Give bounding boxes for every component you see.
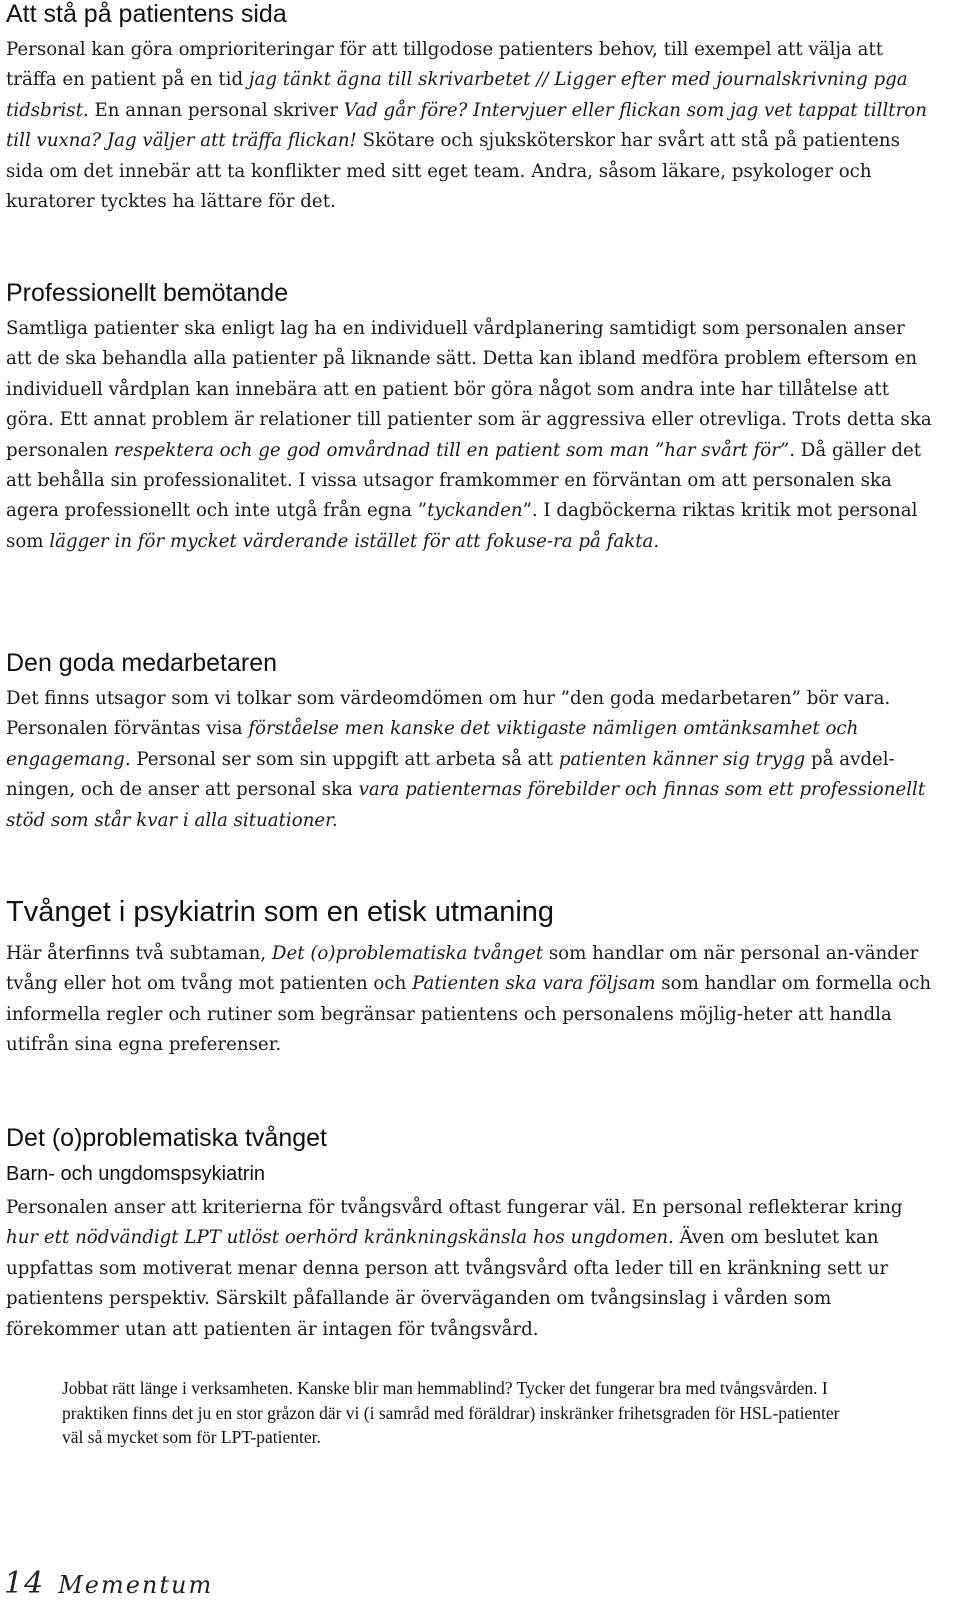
paragraph-professionellt [6, 314, 936, 557]
quote-run: patienten känner sig trygg [558, 748, 806, 770]
quote-run: respektera och ge god omvårdnad till en patient som man ”har svårt för” [114, 439, 790, 461]
text-run: ”. I dagböckerna riktas kritik mot personal som [6, 500, 918, 552]
section-heading-professionellt: Professionellt bemötande [6, 279, 289, 307]
text-run: Skötare och sjuksköterskor har svårt att stå på patientens sida om det innebär att ta konflikter med sitt eget team. Andra, såsom läkare, psykologer och kuratorer tycktes ha lättare för det. [6, 130, 900, 213]
text-run: . Personal ser som sin uppgift att arbeta så att [124, 748, 559, 770]
text-run: Här återfinns två subtaman, [6, 943, 272, 964]
text-run: på avdel-ningen, och de anser att personal ska [6, 748, 895, 801]
text-run: . En annan personal skriver [82, 99, 344, 121]
page-number: 14 [4, 1566, 45, 1601]
quote-run: Det (o)problematiska tvånget [271, 943, 544, 964]
quote-run: Vad går före? Intervjuer eller flickan som jag vet tappat tilltron till vuxna? Jag väljer att träffa flickan! [6, 99, 927, 152]
paragraph-patientens-sida [6, 35, 936, 217]
section-heading-patientens-sida: Att stå på patientens sida [6, 0, 287, 28]
quote-run: förståelse men kanske det viktigaste nämligen omtänksamhet och engagemang [6, 718, 859, 770]
publication-name: Mementum [58, 1571, 214, 1599]
quote-run: jag tänkt ägna till skrivarbetet // Ligger efter med journalskrivning pga tidsbrist [6, 69, 908, 121]
diary-quote: Jobbat rätt länge i verksamheten. Kanske blir man hemmablind? Tycker det fungerar bra med tvångsvården. I praktiken finns det ju en stor gråzon där vi (i samråd med föräldrar) inskränker frihetsgraden för HSL-patienter väl så mycket som för LPT-patienter. [62, 1378, 840, 1447]
text-run: Personalen anser att kriterierna för tvångsvård oftast fungerar väl. En personal reflekterar kring [6, 1197, 903, 1218]
quote-run: Patienten ska vara följsam [412, 973, 656, 995]
text-run: som handlar om formella och informella regler och rutiner som begränsar patientens och personalens möjlig-heter att handla utifrån sina egna preferenser. [6, 973, 932, 1056]
page-footer [4, 1566, 213, 1601]
text-run: Även om beslutet kan uppfattas som motiverat menar denna person att tvångsvård ofta leder till en kränkning sett ur patientens perspektiv. Särskilt påfallande är överväganden om tvångsinslag i vården som förekommer utan att patienten är intagen för tvångsvård. [6, 1227, 889, 1340]
quote-run: hur ett nödvändigt LPT utlöst oerhörd kränkningskänsla hos ungdomen. [6, 1227, 674, 1249]
text-run: Det finns utsagor som vi tolkar som värdeomdömen om hur ”den goda medarbetaren” bör vara. Personalen förväntas visa [6, 688, 891, 740]
text-run: Samtliga patienter ska enligt lag ha en individuell vårdplanering samtidigt som personalen anser att de ska behandla alla patienter på liknande sätt. Detta kan ibland medföra problem eftersom en individuell vårdplan kan innebära att en patient bör göra något som andra inte har tillåtelse att göra. Ett annat problem är relationer till patienter som är aggressiva eller otrevliga. Trots detta ska personalen [6, 318, 932, 461]
section-heading-oproblematiska: Det (o)problematiska tvånget [6, 1124, 327, 1152]
paragraph-tvanget [6, 939, 936, 1061]
paragraph-goda-medarbetaren [6, 684, 936, 836]
subheading-bup: Barn- och ungdomspsykiatrin [6, 1163, 266, 1185]
chapter-heading-tvanget: Tvånget i psykiatrin som en etisk utmaning [6, 896, 555, 928]
text-run: Personal kan göra omprioriteringar för att tillgodose patienters behov, till exempel att välja att träffa en patient på en tid [6, 39, 884, 91]
section-heading-goda-medarbetaren: Den goda medarbetaren [6, 649, 278, 677]
paragraph-oproblematiska [6, 1193, 936, 1345]
text-run: . Då gäller det att behålla sin professionalitet. I vissa utsagor framkommer en förväntan om att personalen ska agera professionellt och inte utgå från egna ” [6, 439, 922, 522]
text-run: som handlar om när personal an-vänder tvång eller hot om tvång mot patienten och [6, 943, 919, 995]
quote-run: tyckanden [427, 500, 523, 522]
quote-run: lägger in för mycket värderande istället för att fokuse-ra på fakta. [49, 530, 660, 552]
quote-run: vara patienternas förebilder och finnas som ett professionellt stöd som står kvar i alla situationer. [6, 779, 926, 831]
